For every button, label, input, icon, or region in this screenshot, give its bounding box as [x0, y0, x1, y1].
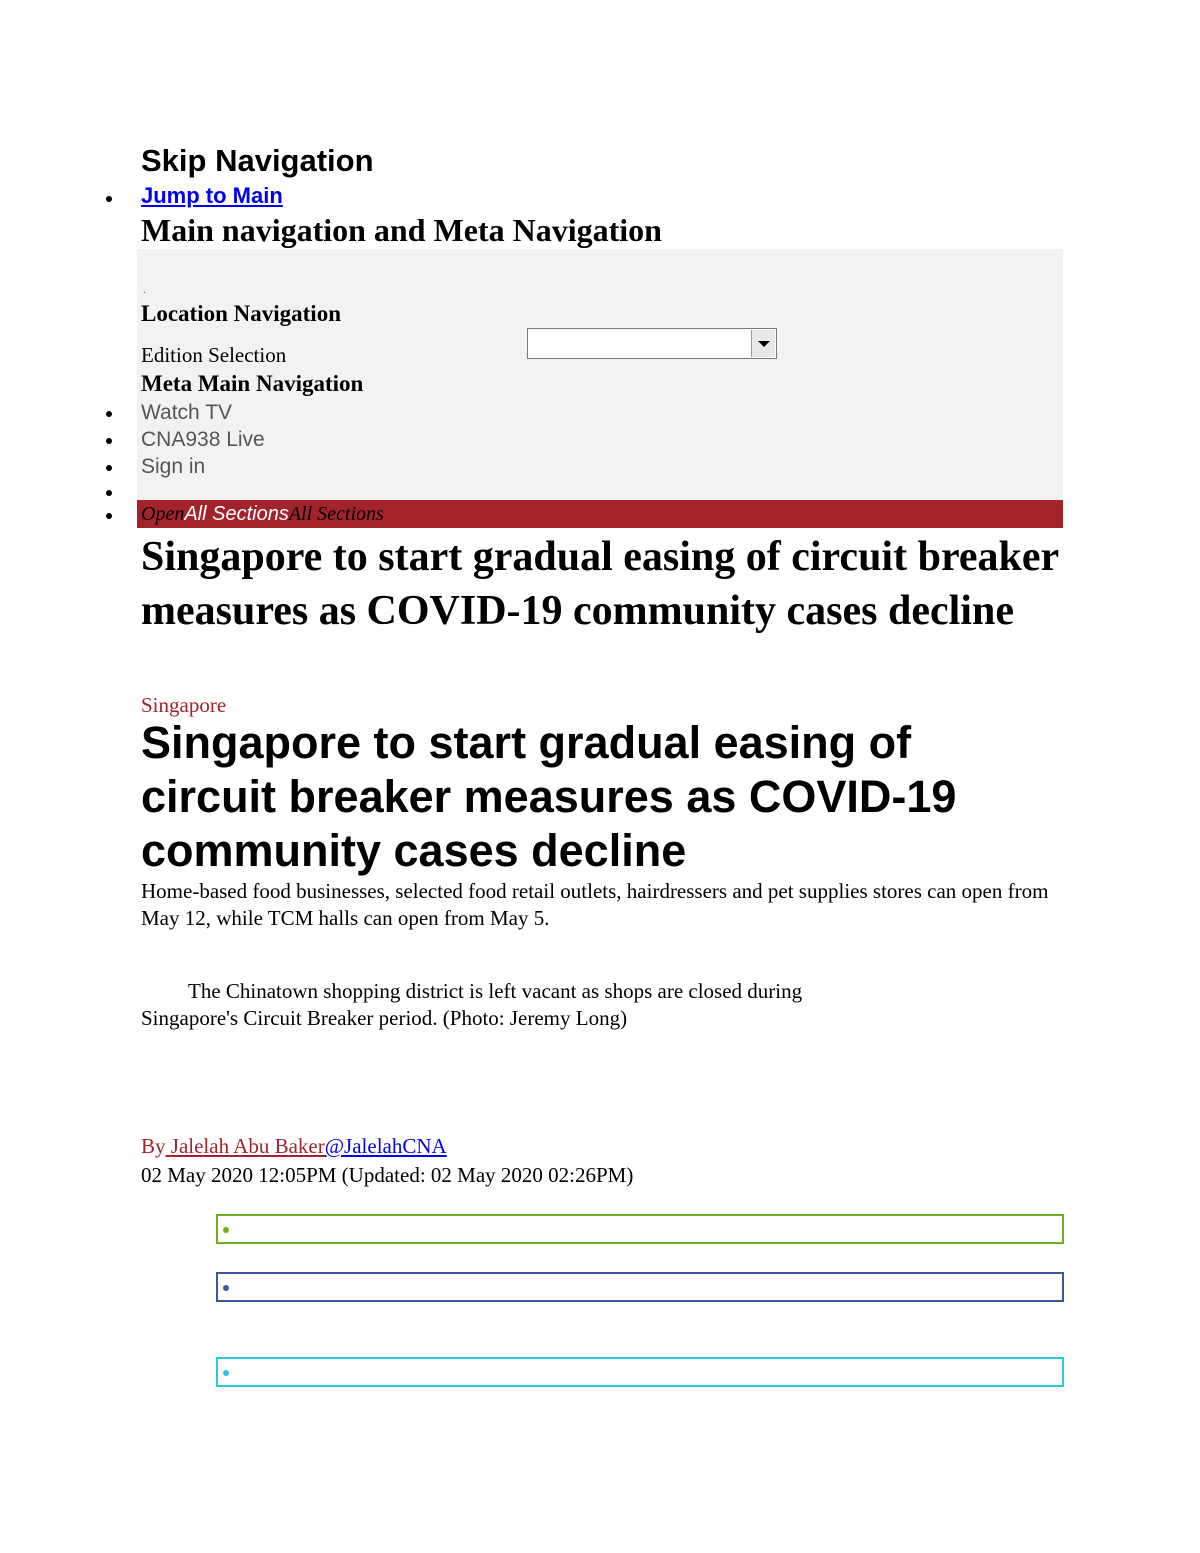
jump-to-main-link[interactable]: Jump to Main	[141, 183, 283, 208]
list-bullet	[106, 411, 112, 417]
photo-caption: The Chinatown shopping district is left vacant as shops are closed during Singapore's Circuit Breaker period. (Photo: Jeremy Long)	[141, 979, 803, 1030]
share-box-whatsapp[interactable]	[216, 1214, 1064, 1244]
meta-main-navigation-heading: Meta Main Navigation	[141, 371, 364, 396]
byline-prefix: By	[141, 1134, 166, 1158]
byline	[141, 1133, 447, 1160]
chevron-down-icon[interactable]	[751, 330, 775, 357]
bullet-icon	[223, 1227, 229, 1233]
open-all-sections-button[interactable]	[141, 502, 384, 526]
article-dateline: 02 May 2020 12:05PM (Updated: 02 May 2020 02:26PM)	[141, 1163, 634, 1187]
location-navigation-heading: Location Navigation	[141, 301, 341, 326]
edition-selection-label: Edition Selection	[141, 343, 287, 367]
sign-in-link[interactable]: Sign in	[141, 455, 206, 478]
open-label: Open	[141, 503, 185, 525]
list-bullet	[106, 465, 112, 471]
watch-tv-link[interactable]: Watch TV	[141, 401, 233, 424]
share-box-facebook[interactable]	[216, 1272, 1064, 1302]
main-navigation-heading: Main navigation and Meta Navigation	[141, 212, 662, 248]
edition-select-dropdown[interactable]	[527, 328, 777, 359]
list-bullet	[106, 490, 112, 496]
share-box-twitter[interactable]	[216, 1357, 1064, 1387]
all-sections-label-alt: All Sections	[288, 503, 384, 525]
cna938-live-link[interactable]: CNA938 Live	[141, 428, 265, 451]
article-headline-serif: Singapore to start gradual easing of circuit breaker measures as COVID-19 community cases decline	[141, 534, 1059, 634]
article-summary: Home-based food businesses, selected food retail outlets, hairdressers and pet supplies stores can open from May 12, while TCM halls can open from May 5.	[141, 879, 1049, 930]
list-bullet	[106, 196, 112, 202]
bullet-icon	[223, 1285, 229, 1291]
author-link[interactable]: Jalelah Abu Baker	[165, 1134, 325, 1158]
list-bullet	[106, 438, 112, 444]
category-label[interactable]: Singapore	[141, 693, 227, 717]
bullet-icon	[223, 1370, 229, 1376]
list-bullet	[106, 513, 112, 519]
article-headline: Singapore to start gradual easing of circuit breaker measures as COVID-19 community cases decline	[141, 717, 957, 876]
author-handle-link[interactable]: @JalelahCNA	[324, 1134, 447, 1158]
all-sections-label: All Sections	[184, 503, 289, 525]
skip-navigation-heading: Skip Navigation	[141, 143, 374, 178]
nav-mark: .	[143, 282, 146, 296]
